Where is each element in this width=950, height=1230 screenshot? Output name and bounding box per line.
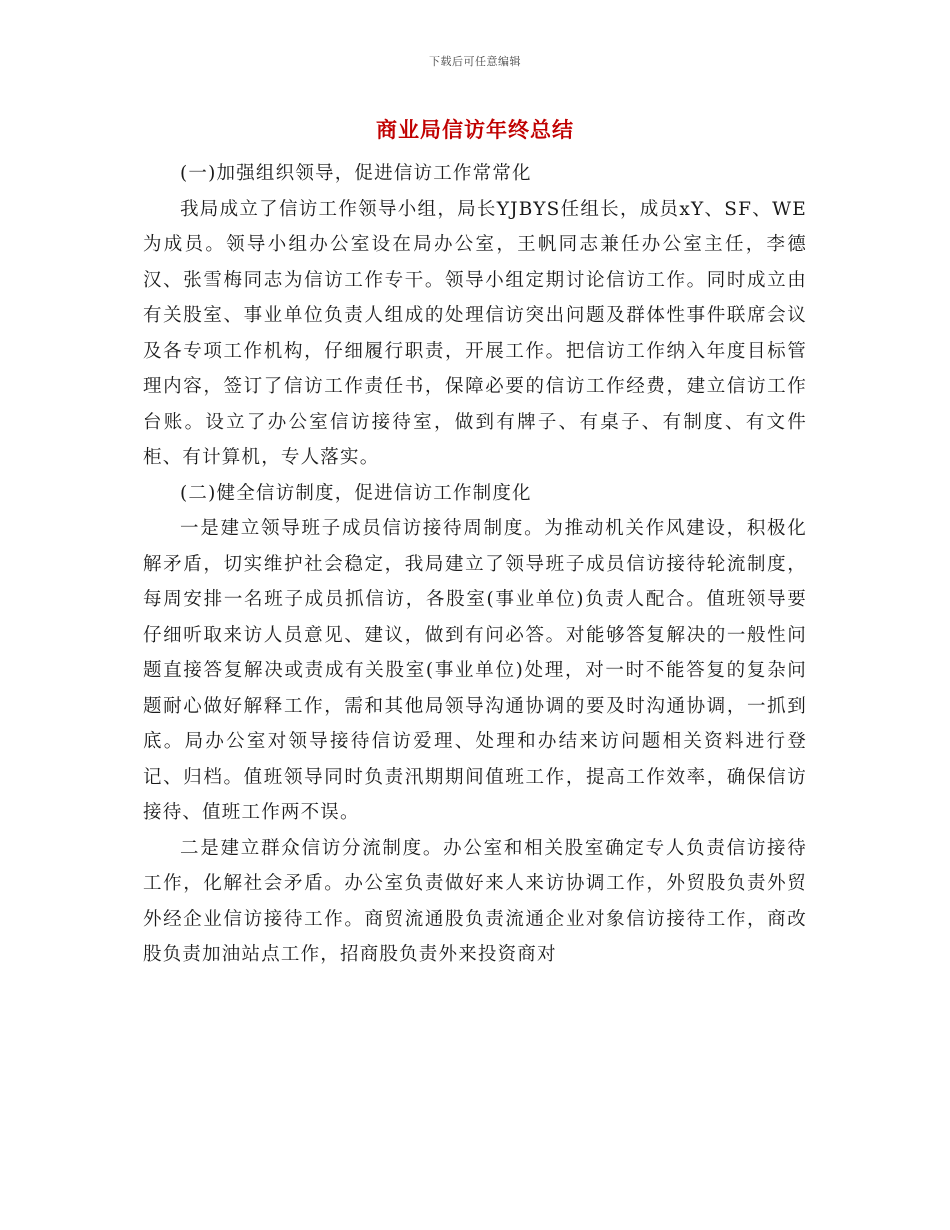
header-note: 下载后可任意编辑 — [429, 55, 521, 68]
section-heading-2: (二)健全信访制度，促进信访工作制度化 — [180, 482, 532, 504]
section-heading-1: (一)加强组织领导，促进信访工作常常化 — [180, 163, 532, 184]
document-title: 商业局信访年终总结 — [376, 117, 574, 142]
body-paragraph-1: 我局成立了信访工作领导小组，局长YJBYS任组长，成员xY、SF、WE为成员。领导小组办公室设在局办公室，王帆同志兼任办公室主任，李德汉、张雪梅同志为信访工作专干。领导小组定期讨论信访工作。同时成立由有关股室、事业单位负责人组成的处理信访突出问题及群体性事件联席会议及各专项工作机构，仔细履行职责，开展工作。把信访工作纳入年度目标管理内容，签订了信访工作责任书，保障必要的信访工作经费，建立信访工作台账。设立了办公室信访接待室，做到有牌子、有桌子、有制度、有文件柜、有计算机，专人落实。 — [143, 198, 807, 468]
document-body — [143, 156, 807, 973]
body-paragraph-2: 一是建立领导班子成员信访接待周制度。为推动机关作风建设，积极化解矛盾，切实维护社会稳定，我局建立了领导班子成员信访接待轮流制度，每周安排一名班子成员抓信访，各股室(事业单位)负责人配合。值班领导要仔细听取来访人员意见、建议，做到有问必答。对能够答复解决的一般性问题直接答复解决或责成有关股室(事业单位)处理，对一时不能答复的复杂问题耐心做好解释工作，需和其他局领导沟通协调的要及时沟通协调，一抓到底。局办公室对领导接待信访爱理、处理和办结来访问题相关资料进行登记、归档。值班领导同时负责汛期期间值班工作，提高工作效率，确保信访接待、值班工作两不误。 — [143, 518, 807, 823]
body-paragraph-3: 二是建立群众信访分流制度。办公室和相关股室确定专人负责信访接待工作，化解社会矛盾。办公室负责做好来人来访协调工作，外贸股负责外贸外经企业信访接待工作。商贸流通股负责流通企业对象信访接待工作，商改股负责加油站点工作，招商股负责外来投资商对 — [143, 837, 807, 965]
